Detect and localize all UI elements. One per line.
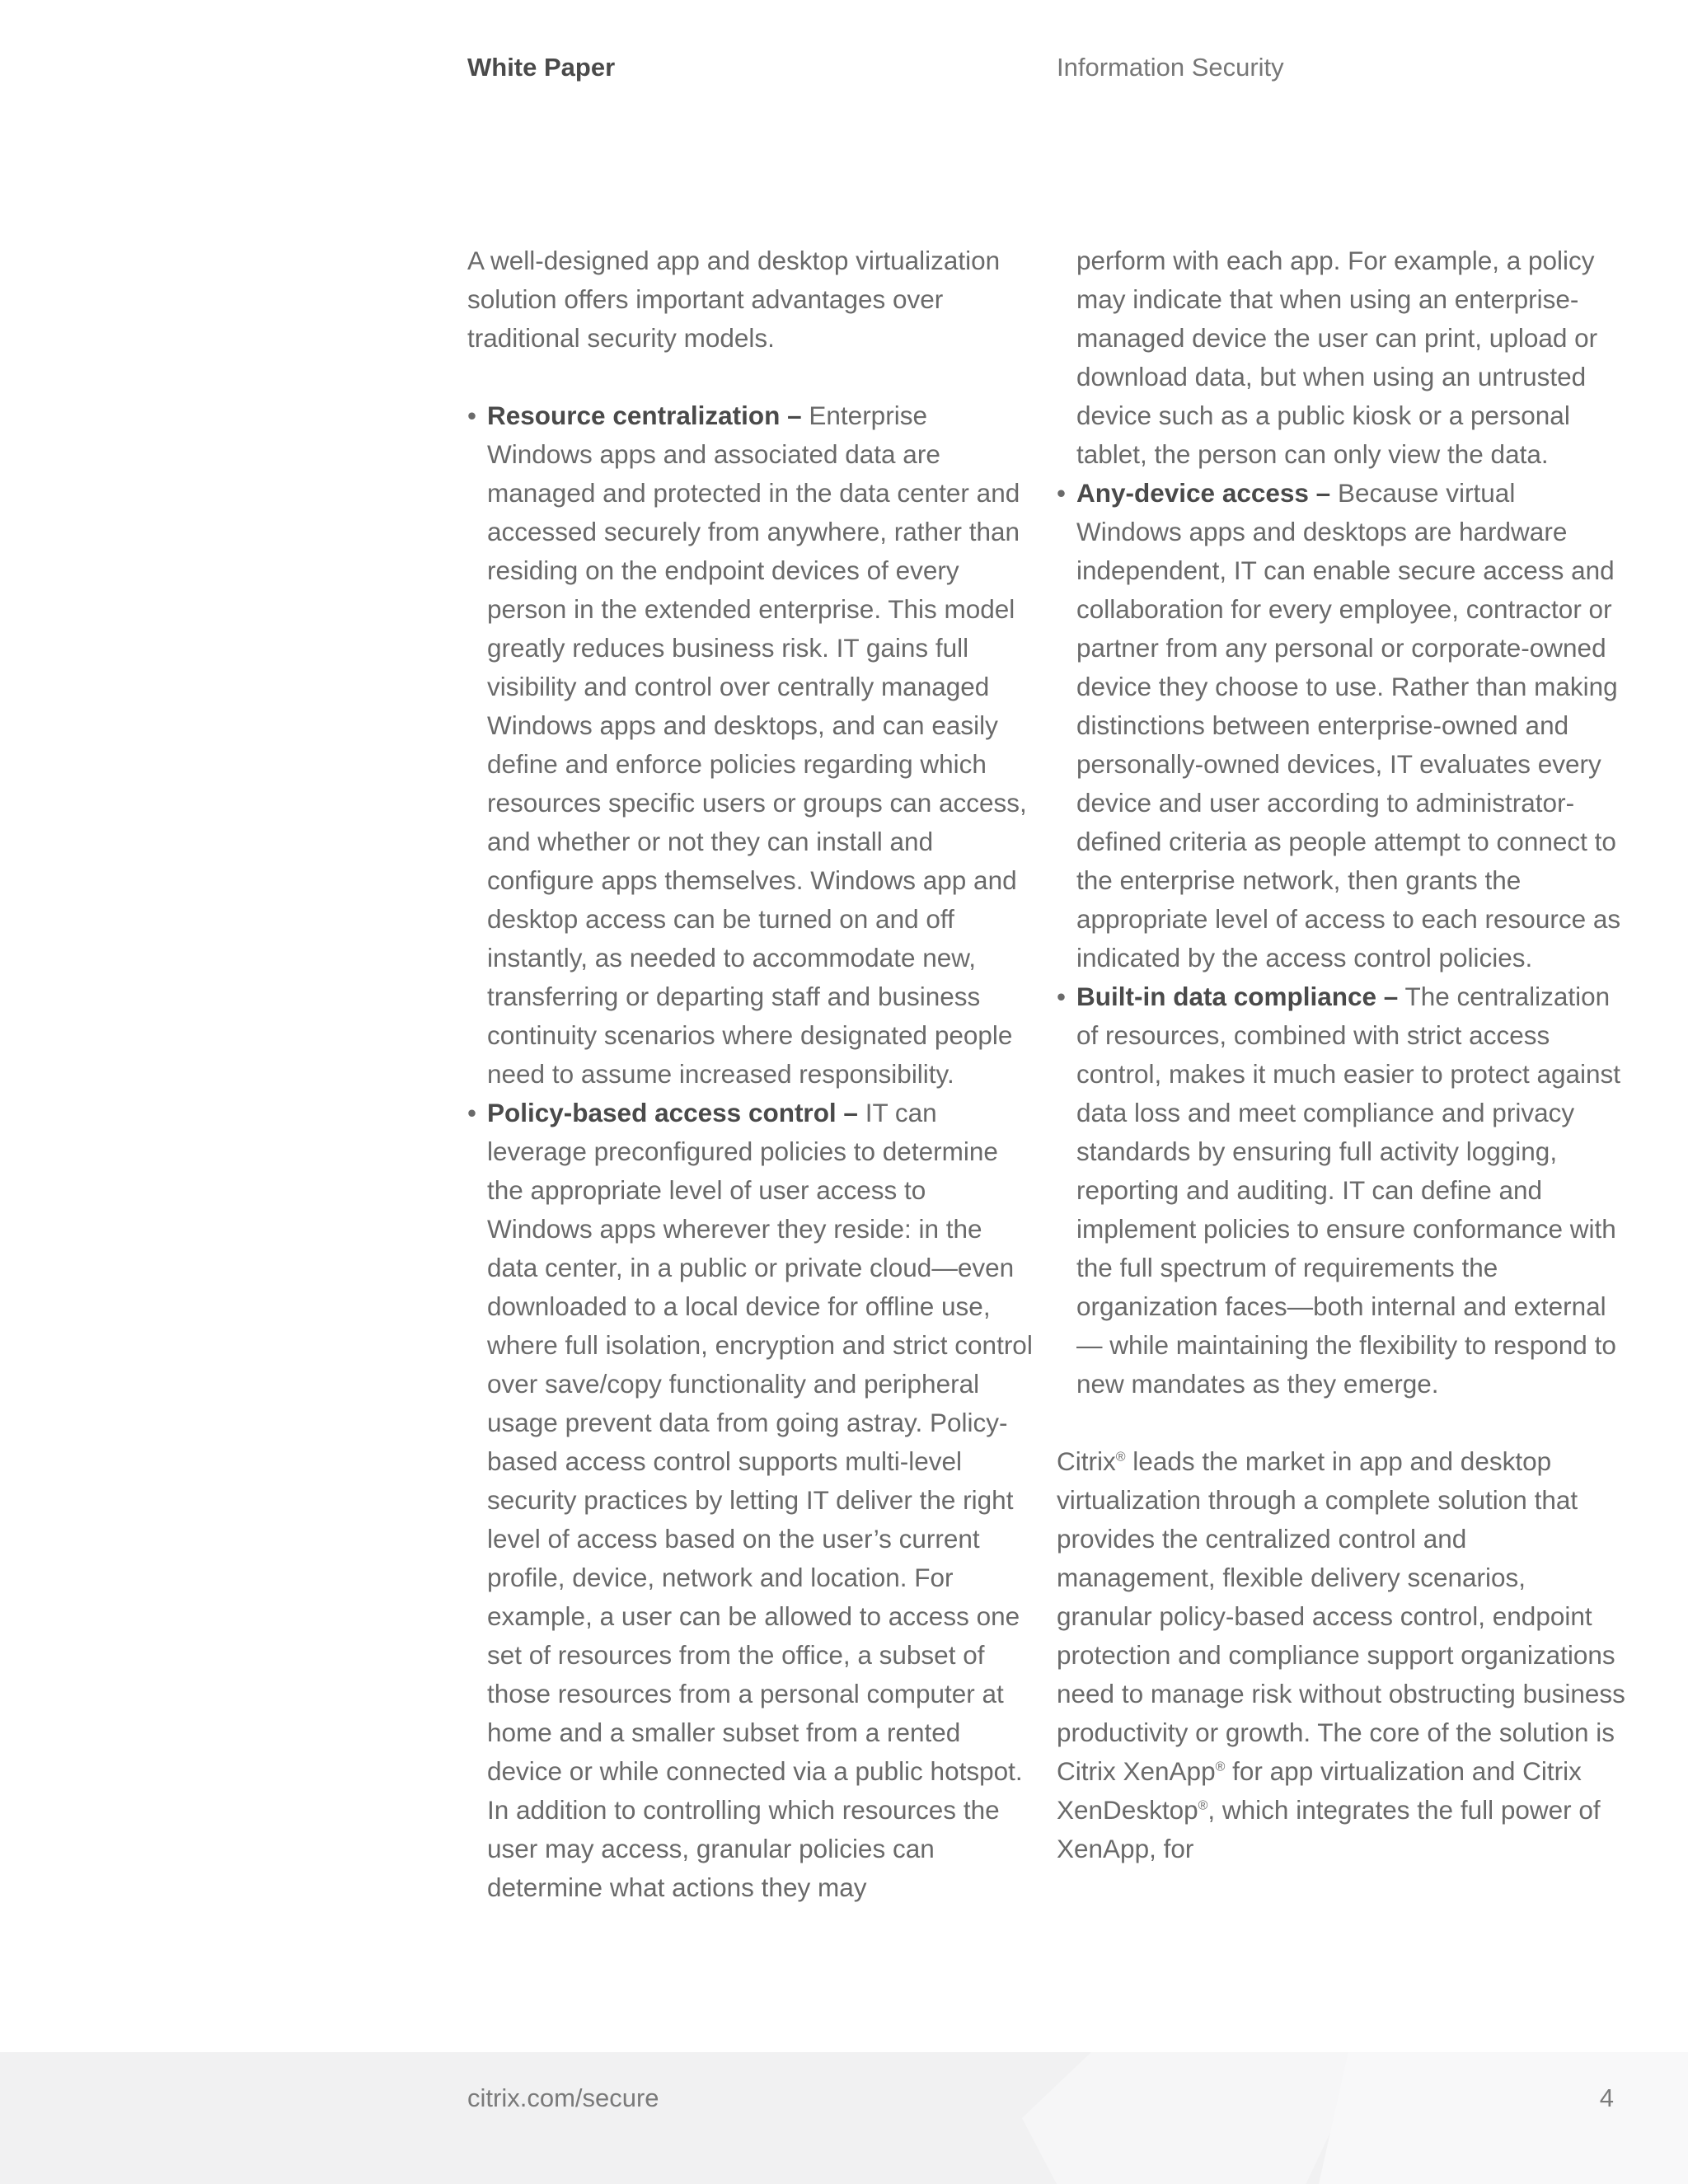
closing-text: Citrix	[1057, 1446, 1116, 1476]
bullet-text: IT can leverage preconfigured policies to determine the appropriate level of user access to Windows apps wherever they reside: in the data center, in a public or private cloud—even downloaded to a local device for offline use, where full isolation, encryption and strict control over save/copy functionality and peripheral usage prevent data from going astray. Policy-based access control supports multi-level security practices by letting IT deliver the right level of access based on the user’s current profile, device, network and location. For example, a user can be allowed to access one set of resources from the office, a subset of those resources from a personal computer at home and a smaller subset from a rented device or while connected via a public hotspot. In addition to controlling which resources the user may access, granular policies can determine what actions they may	[487, 1098, 1033, 1902]
bullet-text: Enterprise Windows apps and associated data are managed and protected in the data center and accessed securely from anywhere, rather than residing on the endpoint devices of every person in the extended enterprise. This model greatly reduces business risk. IT gains full visibility and control over centrally managed Windows apps and desktops, and can easily define and enforce policies regarding which resources specific users or groups can access, and whether or not they can install and configure apps themselves. Windows app and desktop access can be turned on and off instantly, as needed to accommodate new, transferring or departing staff and business continuity scenarios where designated people need to assume increased responsibility.	[487, 401, 1027, 1089]
closing-paragraph	[1057, 1442, 1625, 1868]
bullet-term: Policy-based access control –	[487, 1098, 858, 1127]
right-column	[1057, 241, 1625, 1868]
page-header	[0, 53, 1688, 89]
list-item	[467, 396, 1036, 1094]
benefits-list	[467, 396, 1036, 1907]
intro-paragraph: A well-designed app and desktop virtualization solution offers important advantages over traditional security models.	[467, 246, 1001, 353]
bullet-text: Because virtual Windows apps and desktops are hardware independent, IT can enable secure access and collaboration for every employee, contractor or partner from any personal or corporate-owned device they choose to use. Rather than making distinctions between enterprise-owned and personally-owned devices, IT evaluates every device and user according to administrator-defined criteria as people attempt to connect to the enterprise network, then grants the appropriate level of access to each resource as indicated by the access control policies.	[1076, 478, 1621, 972]
bullet-term: Built-in data compliance –	[1076, 982, 1399, 1011]
registered-mark: ®	[1198, 1798, 1208, 1813]
page-footer	[0, 2052, 1688, 2184]
closing-text: for app virtualization and Citrix XenDesktop	[1057, 1756, 1582, 1825]
bullet-term: Any-device access –	[1076, 478, 1331, 508]
closing-text: , which integrates the full power of XenApp, for	[1057, 1795, 1601, 1863]
list-item	[1057, 977, 1625, 1404]
list-item	[1057, 474, 1625, 977]
closing-text: leads the market in app and desktop virtualization through a complete solution that provides the centralized control and management, flexible delivery scenarios, granular policy-based access control, endpoint protection and compliance support organizations need to manage risk without obstructing business productivity or growth. The core of the solution is Citrix XenApp	[1057, 1446, 1625, 1786]
list-item	[467, 1094, 1036, 1907]
bullet-text: The centralization of resources, combined with strict access control, makes it much easier to protect against data loss and meet compliance and privacy standards by ensuring full activity logging, reporting and auditing. IT can define and implement policies to ensure conformance with the full spectrum of requirements the organization faces—both internal and external— while maintaining the flexibility to respond to new mandates as they emerge.	[1076, 982, 1621, 1399]
footer-url-link[interactable]: citrix.com/secure	[467, 2083, 659, 2112]
left-column	[467, 241, 1036, 1907]
registered-mark: ®	[1215, 1760, 1226, 1774]
footer-decoration	[1022, 2052, 1368, 2184]
document-topic-label: Information Security	[1057, 53, 1284, 82]
bullet-term: Resource centralization –	[487, 401, 802, 430]
paragraph-spacer	[467, 358, 1036, 396]
bullet-continuation: perform with each app. For example, a policy may indicate that when using an enterprise-managed device the user can print, upload or download data, but when using an untrusted device such as a public kiosk or a personal tablet, the person can only view the data.	[1076, 246, 1598, 469]
paragraph-spacer	[1057, 1404, 1625, 1442]
registered-mark: ®	[1115, 1450, 1126, 1465]
benefits-list-continued	[1057, 474, 1625, 1404]
page-number: 4	[1599, 2083, 1614, 2112]
document-type-label: White Paper	[467, 53, 616, 82]
footer-decoration	[1319, 2052, 1688, 2184]
